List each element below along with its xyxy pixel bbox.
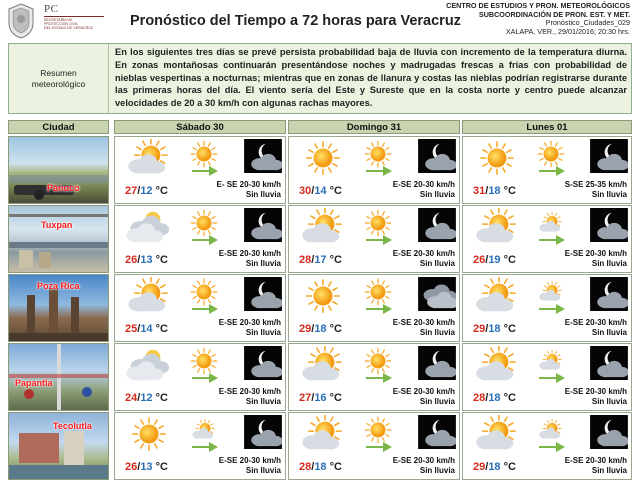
arrow-right-icon: [365, 234, 393, 246]
temp-separator: /: [137, 461, 141, 473]
rain-status: Sin lluvia: [419, 397, 455, 406]
forecast-cell: [288, 412, 460, 480]
wind-speed: E-SE 20-30 km/h: [564, 318, 627, 327]
proteccion-civil-logo: [44, 3, 110, 39]
wind-info: [565, 456, 627, 476]
temp-max: 26: [473, 254, 486, 266]
rain-status: Sin lluvia: [419, 466, 455, 475]
temp-separator: /: [485, 254, 489, 266]
forecast-cell: [114, 205, 286, 273]
sun-cloud-icon: [121, 139, 177, 177]
wind-speed: E-SE 20-30 km/h: [392, 387, 455, 396]
temp-unit: °C: [155, 461, 168, 473]
rain-status: Sin lluvia: [419, 328, 455, 337]
rain-status: Sin lluvia: [245, 466, 281, 475]
sun-icon: [295, 277, 351, 315]
temp-separator: /: [311, 185, 315, 197]
page-title: Pronóstico del Tiempo a 72 horas para Veracruz: [130, 13, 461, 29]
moon-cloud-icon: [244, 415, 282, 449]
city-cell: [8, 274, 109, 342]
forecast-cell: [462, 136, 632, 204]
cloud-icon: [121, 346, 177, 384]
temp-unit: °C: [329, 461, 342, 473]
temp-unit: °C: [155, 254, 168, 266]
temp-max: 28: [299, 254, 312, 266]
rain-status: Sin lluvia: [245, 259, 281, 268]
forecast-cell: [462, 412, 632, 480]
wind-info: [565, 249, 627, 269]
arrow-right-icon: [191, 303, 219, 315]
temperature: [299, 185, 342, 197]
temp-max: 26: [125, 461, 138, 473]
temperature: [125, 461, 168, 473]
temp-max: 28: [473, 392, 486, 404]
temperature: [473, 392, 516, 404]
forecast-cell: [114, 412, 286, 480]
moon-cloud-icon: [244, 208, 282, 242]
wind-speed: E-SE 20-30 km/h: [392, 318, 455, 327]
temp-separator: /: [311, 323, 315, 335]
rain-status: Sin lluvia: [419, 259, 455, 268]
temp-max: 28: [299, 461, 312, 473]
forecast-cell: [288, 343, 460, 411]
temperature: [473, 185, 516, 197]
moon-cloud-icon: [244, 277, 282, 311]
temp-min: 18: [314, 461, 327, 473]
temp-min: 14: [140, 323, 153, 335]
temp-max: 29: [473, 323, 486, 335]
wind-info: [219, 318, 281, 338]
temp-separator: /: [311, 254, 315, 266]
rain-status: Sin lluvia: [419, 190, 455, 199]
forecast-cell: [462, 205, 632, 273]
wind-info: [217, 180, 281, 200]
temp-separator: /: [311, 392, 315, 404]
temp-min: 19: [488, 254, 501, 266]
temp-unit: °C: [329, 254, 342, 266]
sun-cloud-icon: [469, 277, 525, 315]
arrow-right-icon: [538, 372, 566, 384]
sun-cloud-icon: [469, 346, 525, 384]
temp-max: 27: [299, 392, 312, 404]
moon-cloud-icon: [590, 346, 628, 380]
sun-cloud-icon: [121, 277, 177, 315]
temp-separator: /: [485, 323, 489, 335]
temp-separator: /: [137, 392, 141, 404]
temp-unit: °C: [155, 185, 168, 197]
veracruz-seal-logo: [6, 3, 36, 39]
city-cell: [8, 136, 109, 204]
summary-label: Resumen meteorológico: [9, 44, 109, 113]
temp-unit: °C: [329, 323, 342, 335]
moon-cloud-icon: [418, 346, 456, 380]
temp-separator: /: [137, 185, 141, 197]
rain-status: Sin lluvia: [591, 190, 627, 199]
org-line: Pronóstico_Ciudades_029: [545, 18, 630, 28]
sun-cloud-icon: [469, 208, 525, 246]
cloud-night-icon: [418, 277, 456, 311]
wind-speed: E- SE 20-30 km/h: [216, 180, 281, 189]
wind-speed: E-SE 20-30 km/h: [218, 318, 281, 327]
temp-separator: /: [485, 185, 489, 197]
temp-unit: °C: [503, 392, 516, 404]
temperature: [473, 323, 516, 335]
column-header-day-2: Domingo 31: [288, 120, 460, 134]
temp-min: 13: [140, 461, 153, 473]
temp-separator: /: [485, 461, 489, 473]
city-photo: [9, 206, 109, 273]
wind-info: [393, 387, 455, 407]
temp-min: 12: [140, 392, 153, 404]
sun-cloud-icon: [469, 415, 525, 453]
temp-max: 24: [125, 392, 138, 404]
rain-status: Sin lluvia: [591, 397, 627, 406]
arrow-right-icon: [365, 441, 393, 453]
forecast-cell: [288, 136, 460, 204]
arrow-right-icon: [365, 372, 393, 384]
city-name: Papantla: [15, 378, 53, 388]
wind-speed: E-SE 20-30 km/h: [392, 180, 455, 189]
arrow-right-icon: [365, 303, 393, 315]
wind-info: [565, 387, 627, 407]
temperature: [299, 461, 342, 473]
moon-cloud-icon: [244, 139, 282, 173]
wind-info: [219, 456, 281, 476]
wind-info: [393, 318, 455, 338]
forecast-cell: [114, 136, 286, 204]
temperature: [125, 185, 168, 197]
pc-logo-text: PC: [44, 3, 59, 15]
forecast-cell: [114, 274, 286, 342]
temperature: [473, 461, 516, 473]
temp-min: 18: [488, 461, 501, 473]
pc-logo-sub-2: PROTECCIÓN CIVIL: [44, 22, 78, 27]
wind-info: [393, 456, 455, 476]
rain-status: Sin lluvia: [245, 397, 281, 406]
sun-icon: [295, 139, 351, 177]
moon-cloud-icon: [418, 139, 456, 173]
column-header-city: Ciudad: [8, 120, 109, 134]
table-row: [8, 136, 632, 204]
temp-min: 18: [488, 392, 501, 404]
temp-unit: °C: [155, 392, 168, 404]
forecast-cell: [114, 343, 286, 411]
temp-min: 14: [314, 185, 327, 197]
forecast-table: [8, 120, 632, 482]
wind-speed: E-SE 20-30 km/h: [564, 387, 627, 396]
temp-unit: °C: [503, 323, 516, 335]
temperature: [299, 392, 342, 404]
temp-unit: °C: [155, 323, 168, 335]
temperature: [125, 254, 168, 266]
arrow-right-icon: [191, 165, 219, 177]
moon-cloud-icon: [418, 208, 456, 242]
rain-status: Sin lluvia: [591, 259, 627, 268]
pc-logo-sub-3: DEL ESTADO DE VERACRUZ: [44, 26, 94, 31]
city-name: Tuxpan: [41, 220, 73, 230]
arrow-right-icon: [191, 234, 219, 246]
arrow-right-icon: [365, 165, 393, 177]
temperature: [125, 392, 168, 404]
temp-max: 30: [299, 185, 312, 197]
temp-unit: °C: [503, 185, 516, 197]
forecast-cell: [288, 205, 460, 273]
moon-cloud-icon: [418, 415, 456, 449]
city-photo: [9, 137, 109, 204]
temperature: [299, 254, 342, 266]
city-cell: [8, 412, 109, 480]
temp-min: 12: [140, 185, 153, 197]
temp-min: 16: [314, 392, 327, 404]
arrow-right-icon: [538, 303, 566, 315]
wind-speed: S-SE 25-35 km/h: [564, 180, 627, 189]
table-row: [8, 274, 632, 342]
moon-cloud-icon: [590, 415, 628, 449]
org-info: [446, 2, 630, 36]
table-row: [8, 343, 632, 411]
temp-separator: /: [137, 254, 141, 266]
forecast-cell: [288, 274, 460, 342]
wind-speed: E-SE 20-30 km/h: [218, 456, 281, 465]
wind-speed: E-SE 20-30 km/h: [392, 456, 455, 465]
temp-max: 25: [125, 323, 138, 335]
summary-box: [8, 43, 632, 114]
moon-cloud-icon: [590, 277, 628, 311]
wind-speed: E-SE 20-30 km/h: [564, 249, 627, 258]
table-row: [8, 412, 632, 480]
moon-cloud-icon: [590, 139, 628, 173]
wind-info: [219, 249, 281, 269]
temp-unit: °C: [329, 185, 342, 197]
city-name: Poza Rica: [37, 281, 80, 291]
forecast-cell: [462, 343, 632, 411]
header: [0, 0, 640, 42]
temperature: [125, 323, 168, 335]
org-line: SUBCOORDINACIÓN DE PRON. EST. Y MET.: [478, 9, 630, 19]
summary-text: En los siguientes tres días se prevé persista probabilidad baja de lluvia con incremento de la temperatura diurna. En zonas montañosas continuarán presentándose noches y madrugadas frescas a frías con probabilidad de nieblas vespertinas a nocturnas; mientras que en zonas de llanura y costas las nieblas podrían registrarse durante las primeras horas del día. El viento sería del Este y Sureste que en la costa norte y centro puede alcanzar velocidades de 20 a 30 km/h con algunas rachas mayores.: [115, 47, 627, 109]
wind-info: [565, 180, 627, 200]
table-row: [8, 205, 632, 273]
rain-status: Sin lluvia: [591, 328, 627, 337]
sun-icon: [469, 139, 525, 177]
city-cell: [8, 205, 109, 273]
sun-cloud-icon: [295, 346, 351, 384]
temp-separator: /: [311, 461, 315, 473]
moon-cloud-icon: [244, 346, 282, 380]
temp-min: 18: [314, 323, 327, 335]
temp-max: 31: [473, 185, 486, 197]
temp-separator: /: [137, 323, 141, 335]
moon-cloud-icon: [590, 208, 628, 242]
wind-speed: E-SE 20-30 km/h: [218, 387, 281, 396]
temp-max: 29: [473, 461, 486, 473]
wind-speed: E-SE 20-30 km/h: [218, 249, 281, 258]
city-name: Pánuco: [47, 183, 80, 193]
temp-min: 18: [488, 323, 501, 335]
temp-min: 18: [488, 185, 501, 197]
temp-max: 29: [299, 323, 312, 335]
arrow-right-icon: [191, 441, 219, 453]
city-name: Tecolutla: [53, 421, 92, 431]
sun-cloud-icon: [295, 208, 351, 246]
org-line: XALAPA, VER., 29/01/2016; 20:30 hrs.: [505, 26, 630, 36]
pc-logo-sub-1: SECRETARÍA DE: [44, 18, 73, 22]
arrow-right-icon: [191, 372, 219, 384]
arrow-right-icon: [538, 234, 566, 246]
column-header-day-3: Lunes 01: [462, 120, 632, 134]
wind-speed: E-SE 20-30 km/h: [392, 249, 455, 258]
org-line: CENTRO DE ESTUDIOS Y PRON. METEOROLÓGICOS: [446, 1, 630, 10]
temp-unit: °C: [503, 461, 516, 473]
temp-unit: °C: [329, 392, 342, 404]
wind-info: [393, 249, 455, 269]
rain-status: Sin lluvia: [591, 466, 627, 475]
city-cell: [8, 343, 109, 411]
temperature: [473, 254, 516, 266]
cloud-icon: [121, 208, 177, 246]
temp-max: 26: [125, 254, 138, 266]
temp-max: 27: [125, 185, 138, 197]
forecast-cell: [462, 274, 632, 342]
rain-status: Sin lluvia: [245, 190, 281, 199]
temp-unit: °C: [503, 254, 516, 266]
wind-speed: E-SE 20-30 km/h: [564, 456, 627, 465]
wind-info: [565, 318, 627, 338]
sun-cloud-icon: [295, 415, 351, 453]
temperature: [299, 323, 342, 335]
sun-icon: [121, 415, 177, 453]
temp-min: 13: [140, 254, 153, 266]
wind-info: [393, 180, 455, 200]
temp-separator: /: [485, 392, 489, 404]
arrow-right-icon: [538, 441, 566, 453]
arrow-right-icon: [538, 165, 566, 177]
temp-min: 17: [314, 254, 327, 266]
rain-status: Sin lluvia: [245, 328, 281, 337]
column-header-day-1: Sábado 30: [114, 120, 286, 134]
wind-info: [219, 387, 281, 407]
